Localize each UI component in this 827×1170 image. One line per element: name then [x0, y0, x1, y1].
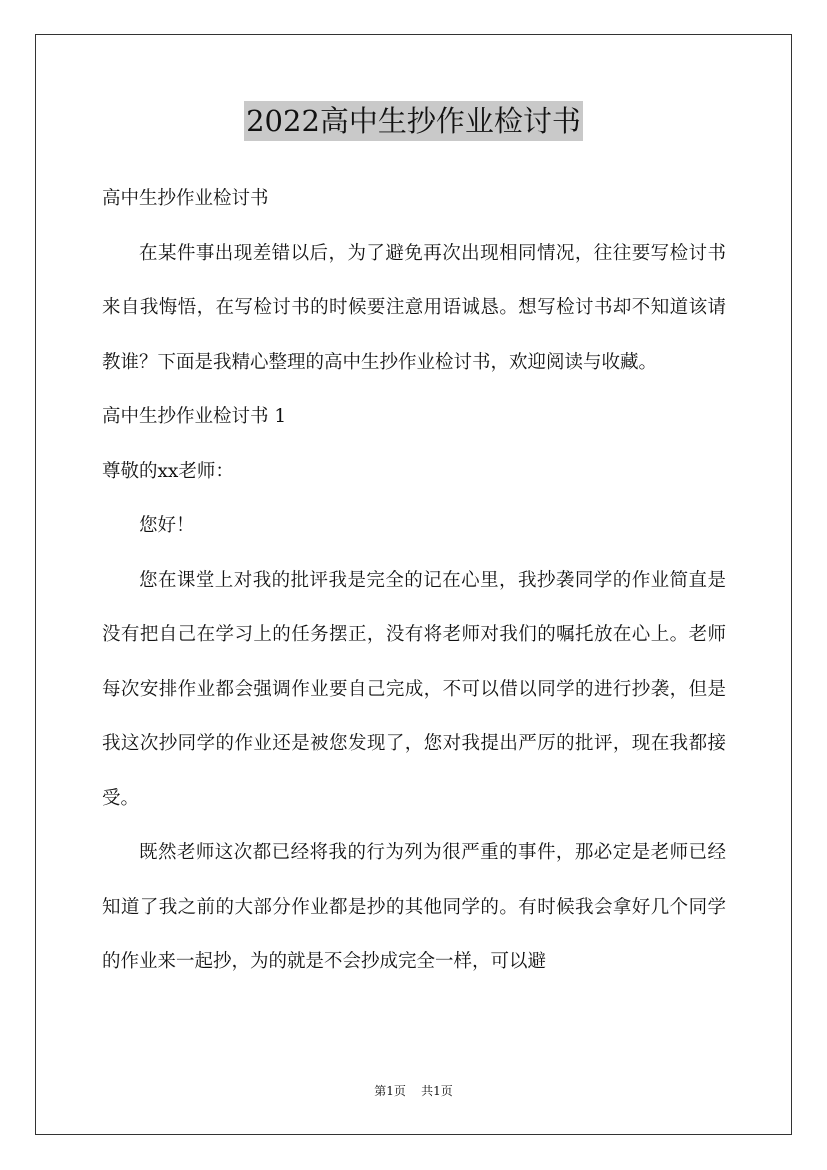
- intro-paragraph: 在某件事出现差错以后，为了避免再次出现相同情况，往往要写检讨书来自我悔悟，在写检讨书的时候要注意用语诚恳。想写检讨书却不知道该请教谁？下面是我精心整理的高中生抄作业检讨书，欢迎阅读与收藏。: [102, 242, 726, 373]
- document-body: [102, 172, 726, 990]
- salutation: 尊敬的xx老师：: [102, 460, 234, 482]
- title-container: [0, 101, 827, 141]
- body-paragraph-1: 您在课堂上对我的批评我是完全的记在心里，我抄袭同学的作业简直是没有把自己在学习上的任务摆正，没有将老师对我们的嘱托放在心上。老师每次安排作业都会强调作业要自己完成，不可以借以同学的进行抄袭，但是我这次抄同学的作业还是被您发现了，您对我提出严厉的批评，现在我都接受。: [102, 569, 726, 809]
- page-total: 共1页: [421, 1084, 453, 1098]
- greeting: 您好！: [139, 515, 195, 536]
- page-number: 第1页: [374, 1084, 406, 1098]
- body-paragraph-2: 既然老师这次都已经将我的行为列为很严重的事件，那必定是老师已经知道了我之前的大部分作业都是抄的其他同学的。有时候我会拿好几个同学的作业来一起抄，为的就是不会抄成完全一样，可以避: [102, 842, 726, 972]
- page-footer: [0, 1083, 827, 1099]
- subtitle: 高中生抄作业检讨书: [102, 188, 269, 209]
- section-heading: 高中生抄作业检讨书 1: [102, 406, 287, 427]
- document-title: 2022高中生抄作业检讨书: [244, 101, 583, 141]
